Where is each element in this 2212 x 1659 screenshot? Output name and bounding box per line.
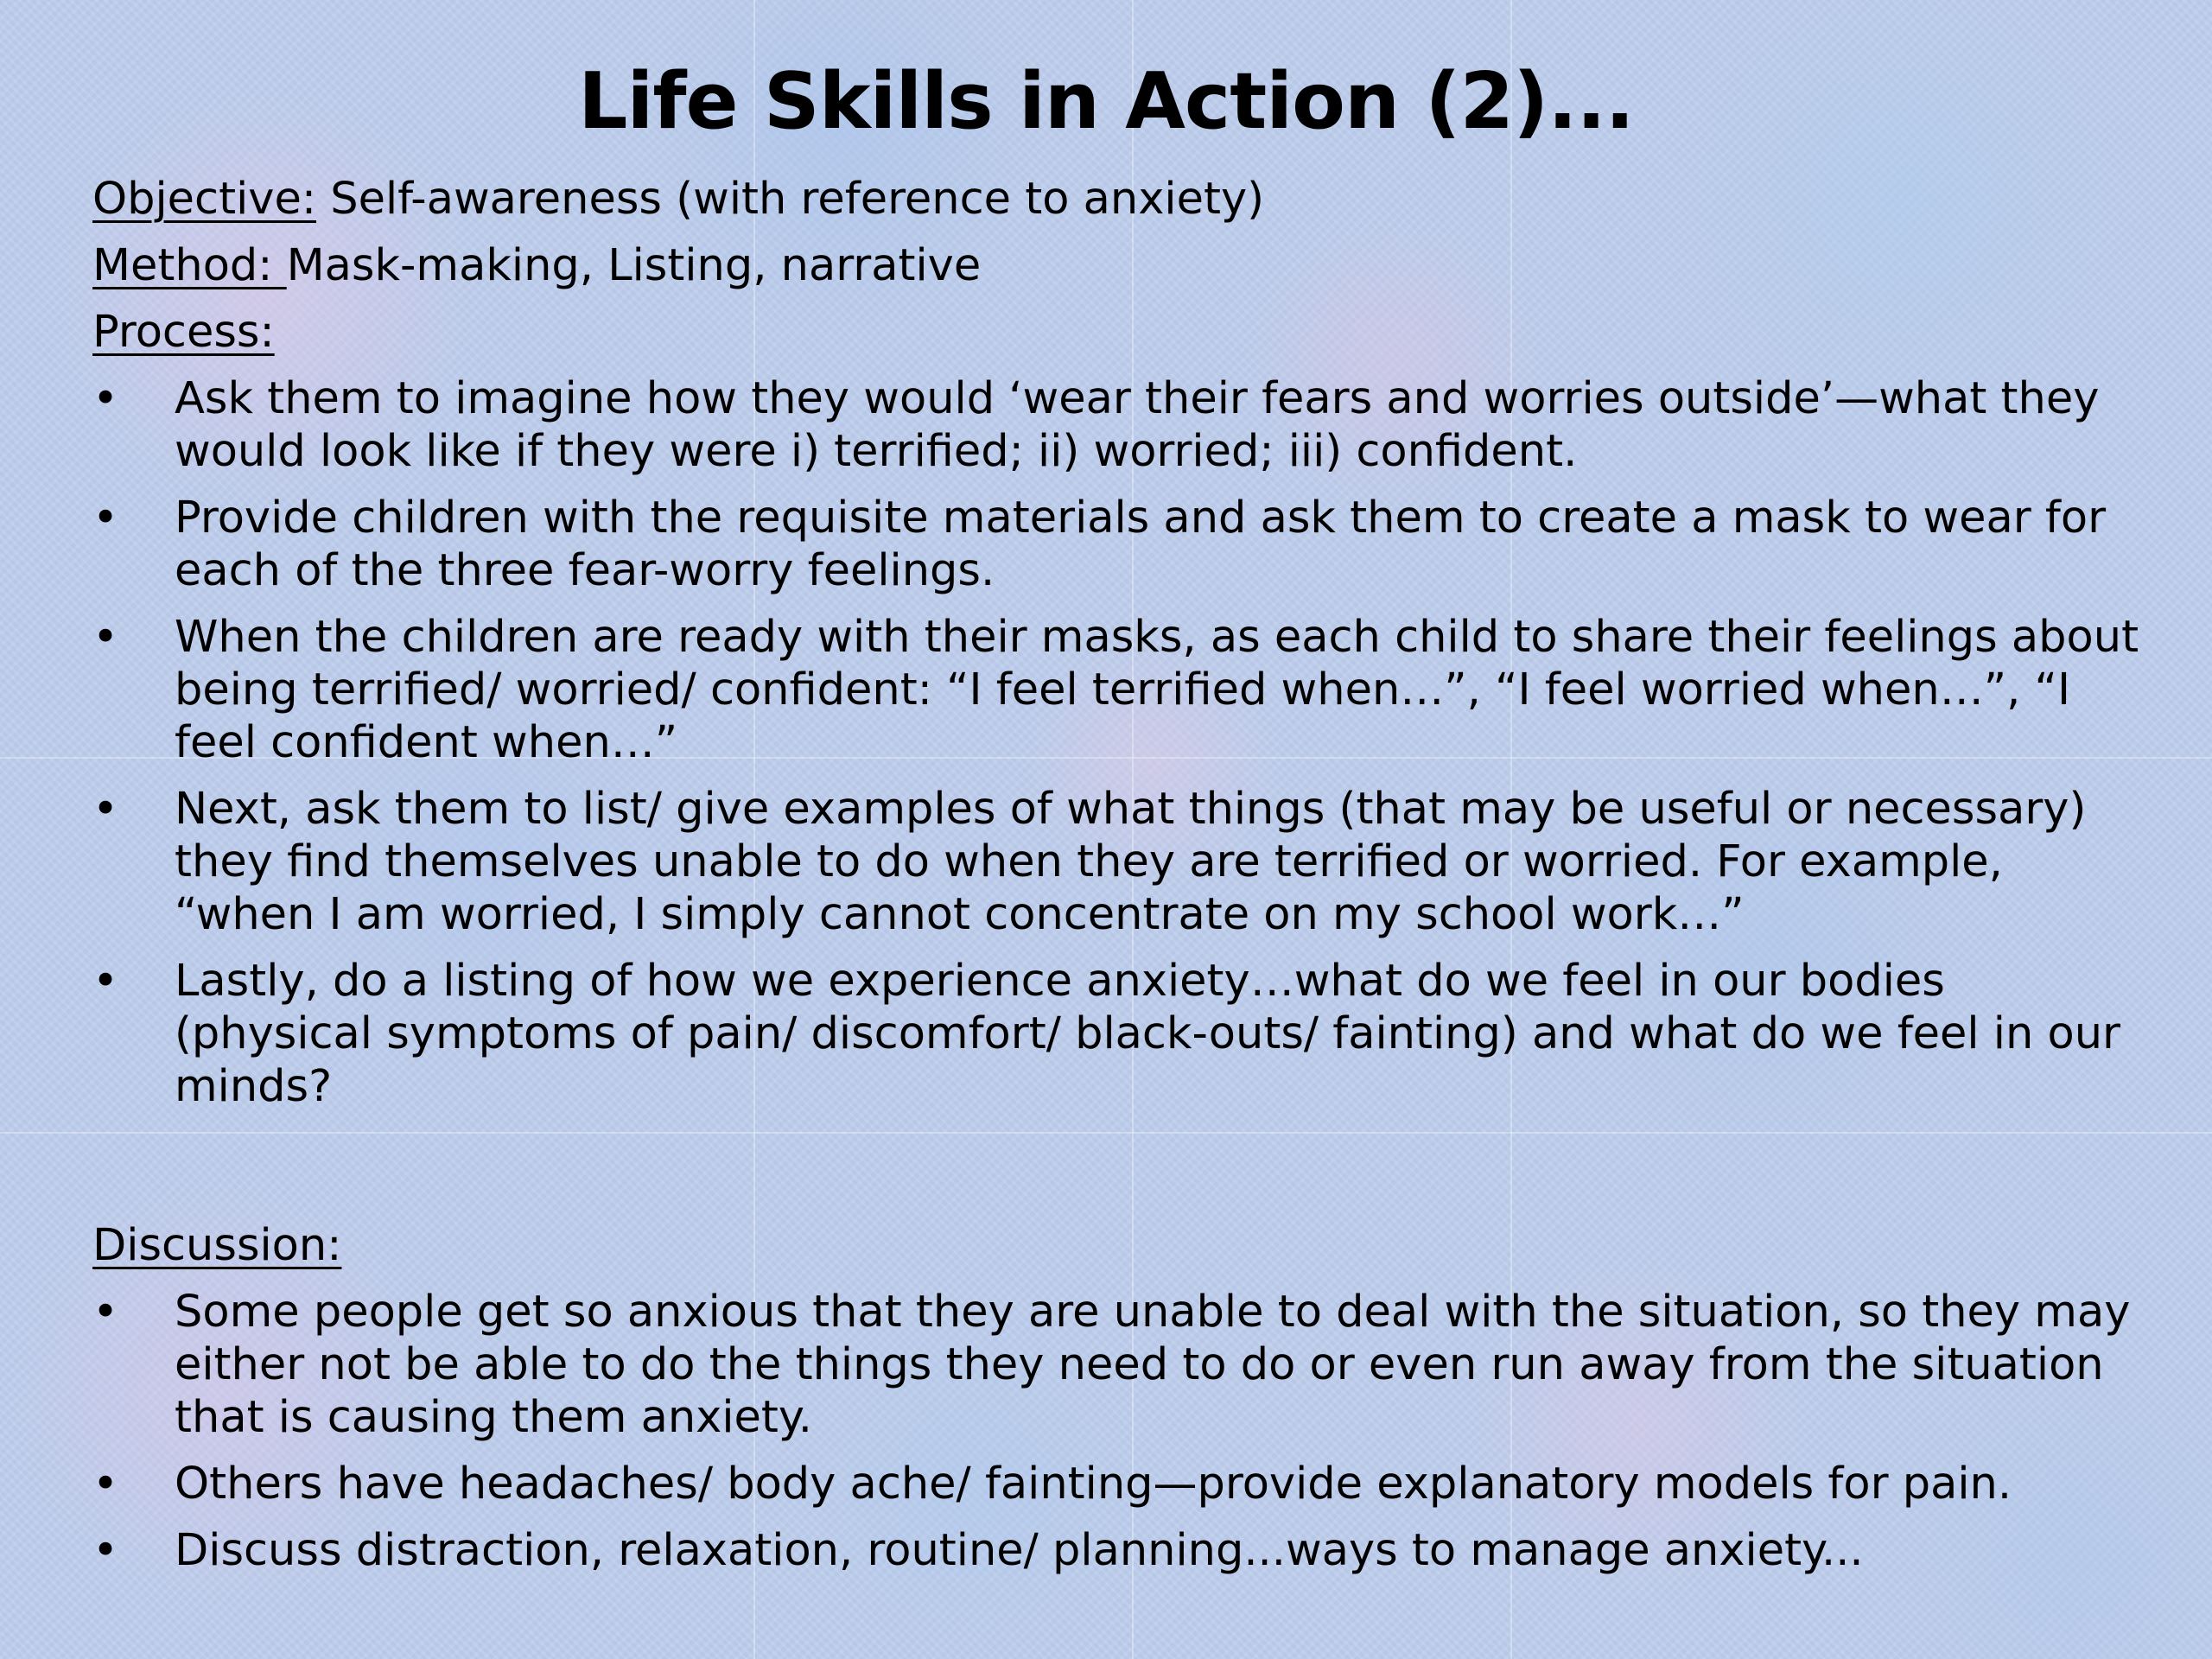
objective-line xyxy=(92,173,2149,226)
method-label: Method: xyxy=(92,240,287,291)
process-item-text: Lastly, do a listing of how we experience anxiety…what do we feel in our bodies (physical symptoms of pain/ discomfort/ black-outs/ fainting) and what do we feel in our minds? xyxy=(175,956,2120,1112)
process-line xyxy=(92,306,2149,359)
discussion-line xyxy=(92,1219,2149,1272)
bullet-icon: • xyxy=(92,1525,119,1576)
bullet-icon: • xyxy=(92,784,119,835)
bullet-icon: • xyxy=(92,1287,119,1338)
discussion-list xyxy=(92,1286,2149,1577)
bullet-icon: • xyxy=(92,493,119,543)
discussion-item xyxy=(92,1286,2149,1444)
discussion-item-text: Some people get so anxious that they are unable to deal with the situation, so they may either not be able to do the things they need to do or even run away from the situation that is causing them anxiety. xyxy=(175,1287,2131,1443)
discussion-label: Discussion: xyxy=(92,1220,342,1271)
process-item-text: When the children are ready with their masks, as each child to share their feelings about being terrified/ worried/ confident: “I feel terrified when…”, “I feel worried when…”, “I feel confident when…” xyxy=(175,612,2139,768)
process-item xyxy=(92,611,2149,769)
process-item-text: Next, ask them to list/ give examples of what things (that may be useful or necessary) they find themselves unable to do when they are terrified or worried. For example, “when I am worried, I simply cannot concentrate on my school work…” xyxy=(175,784,2087,940)
method-line xyxy=(92,239,2149,292)
process-item xyxy=(92,955,2149,1113)
process-label: Process: xyxy=(92,307,275,358)
section-spacer xyxy=(92,1127,2149,1219)
process-item xyxy=(92,783,2149,941)
bullet-icon: • xyxy=(92,612,119,663)
bullet-icon: • xyxy=(92,373,119,424)
objective-label: Objective: xyxy=(92,174,317,225)
objective-text: Self-awareness (with reference to anxiety) xyxy=(316,174,1265,225)
discussion-item xyxy=(92,1458,2149,1510)
discussion-item-text: Discuss distraction, relaxation, routine/ planning...ways to manage anxiety... xyxy=(175,1525,1864,1576)
slide-title: Life Skills in Action (2)... xyxy=(578,56,1634,147)
slide-body xyxy=(92,173,2149,1591)
method-text: Mask-making, Listing, narrative xyxy=(286,240,982,291)
process-item-text: Ask them to imagine how they would ‘wear their fears and worries outside’—what they would look like if they were i) terrified; ii) worried; iii) confident. xyxy=(175,373,2100,477)
discussion-item xyxy=(92,1524,2149,1577)
process-item xyxy=(92,372,2149,478)
process-item xyxy=(92,492,2149,597)
process-list xyxy=(92,372,2149,1113)
bullet-icon: • xyxy=(92,1459,119,1510)
discussion-item-text: Others have headaches/ body ache/ fainting—provide explanatory models for pain. xyxy=(175,1459,2012,1510)
bullet-icon: • xyxy=(92,956,119,1007)
process-item-text: Provide children with the requisite materials and ask them to create a mask to wear for each of the three fear-worry feelings. xyxy=(175,493,2107,596)
